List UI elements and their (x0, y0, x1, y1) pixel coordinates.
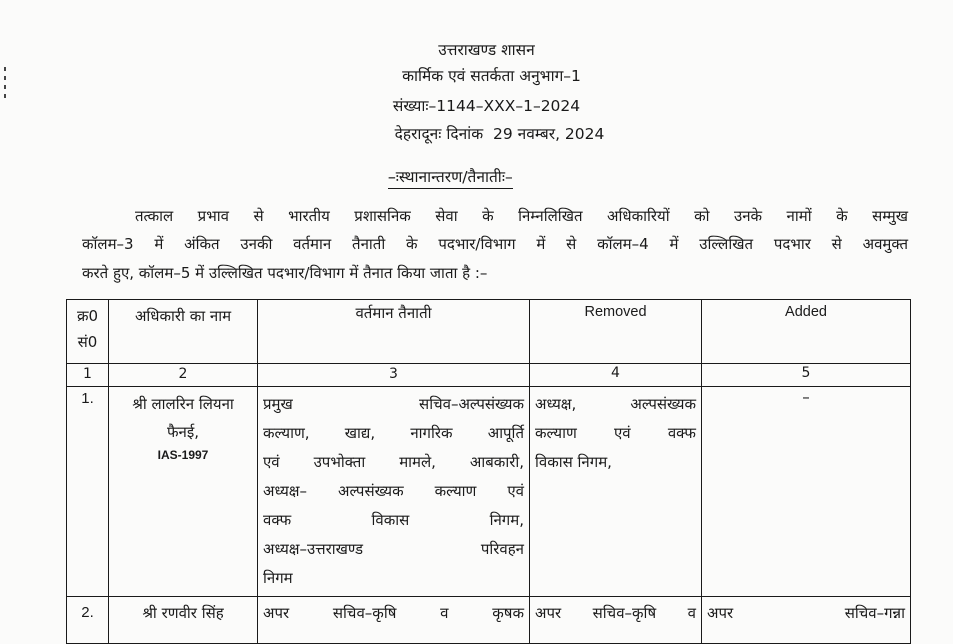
header-current-posting: वर्तमान तैनाती (258, 300, 530, 364)
order-number: संख्याः–1144–XXX–1–2024 (392, 97, 581, 115)
serial-number: 2. (67, 597, 109, 644)
current-posting-line: अध्यक्ष– अल्पसंख्यक कल्याण एवं (263, 482, 524, 500)
header-added: Added (702, 300, 911, 364)
column-number: 2 (109, 364, 258, 387)
column-number-row (67, 364, 911, 387)
column-number: 3 (258, 364, 530, 387)
removed-line: विकास निगम, (535, 453, 612, 471)
body-paragraph-line-3: करते हुए, कॉलम–5 में उल्लिखित पदभार/विभाग में तैनात किया जाता है :– (82, 264, 488, 282)
officer-name: श्री लालरिन लियना फैनई, (132, 395, 234, 441)
government-name: उत्तराखण्ड शासन (438, 41, 535, 59)
subject-heading: –ःस्थानान्तरण/तैनातीः– (388, 167, 513, 189)
place-date-line (23, 124, 953, 144)
header-serial: क्र0 सं0 (67, 300, 109, 364)
department-name: कार्मिक एवं सतर्कता अनुभाग–1 (402, 67, 581, 85)
order-date: 29 नवम्बर, 2024 (492, 125, 605, 143)
header-officer-name: अधिकारी का नाम (109, 300, 258, 364)
table-row (67, 597, 911, 644)
current-posting-line: अपर सचिव–कृषि व कृषक (263, 604, 524, 622)
removed-cell (530, 597, 702, 644)
margin-punch-marks (2, 62, 8, 104)
serial-number: 1. (67, 387, 109, 597)
table-row (67, 387, 911, 597)
current-posting-line: एवं उपभोक्ता मामले, आबकारी, (263, 453, 524, 471)
removed-line: अध्यक्ष, अल्पसंख्यक (535, 395, 696, 413)
current-posting-line: प्रमुख सचिव–अल्पसंख्यक (263, 395, 524, 413)
header-removed: Removed (530, 300, 702, 364)
officer-cadre: IAS-1997 (157, 448, 209, 462)
officer-name: श्री रणवीर सिंह (109, 597, 258, 644)
current-posting-line: निगम (263, 569, 293, 587)
added-cell (702, 597, 911, 644)
place-date-prefix: देहरादूनः दिनांक (394, 125, 484, 143)
added-line: अपर सचिव–गन्ना (707, 604, 905, 622)
officer-name-cell (109, 387, 258, 597)
current-posting-line: कल्याण, खाद्य, नागरिक आपूर्ति (263, 424, 524, 442)
column-number: 1 (67, 364, 109, 387)
removed-cell (530, 387, 702, 597)
added-cell: – (702, 387, 911, 597)
body-paragraph-line-2: कॉलम–3 में अंकित उनकी वर्तमान तैनाती के पदभार/विभाग में से कॉलम–4 में उल्लिखित पदभार से अवमुक्त (82, 235, 908, 253)
column-number: 5 (702, 364, 911, 387)
current-posting-line: वक्फ विकास निगम, (263, 511, 524, 529)
current-posting-line: अध्यक्ष–उत्तराखण्ड परिवहन (263, 540, 524, 558)
transfer-table (66, 299, 911, 644)
removed-line: अपर सचिव–कृषि व (535, 604, 696, 622)
current-posting-cell (258, 597, 530, 644)
column-number: 4 (530, 364, 702, 387)
table-header-row (67, 300, 911, 364)
current-posting-cell (258, 387, 530, 597)
removed-line: कल्याण एवं वक्फ (535, 424, 696, 442)
body-paragraph-line-1: तत्काल प्रभाव से भारतीय प्रशासनिक सेवा के निम्नलिखित अधिकारियों को उनके नामों के सम्मुख (135, 207, 908, 225)
